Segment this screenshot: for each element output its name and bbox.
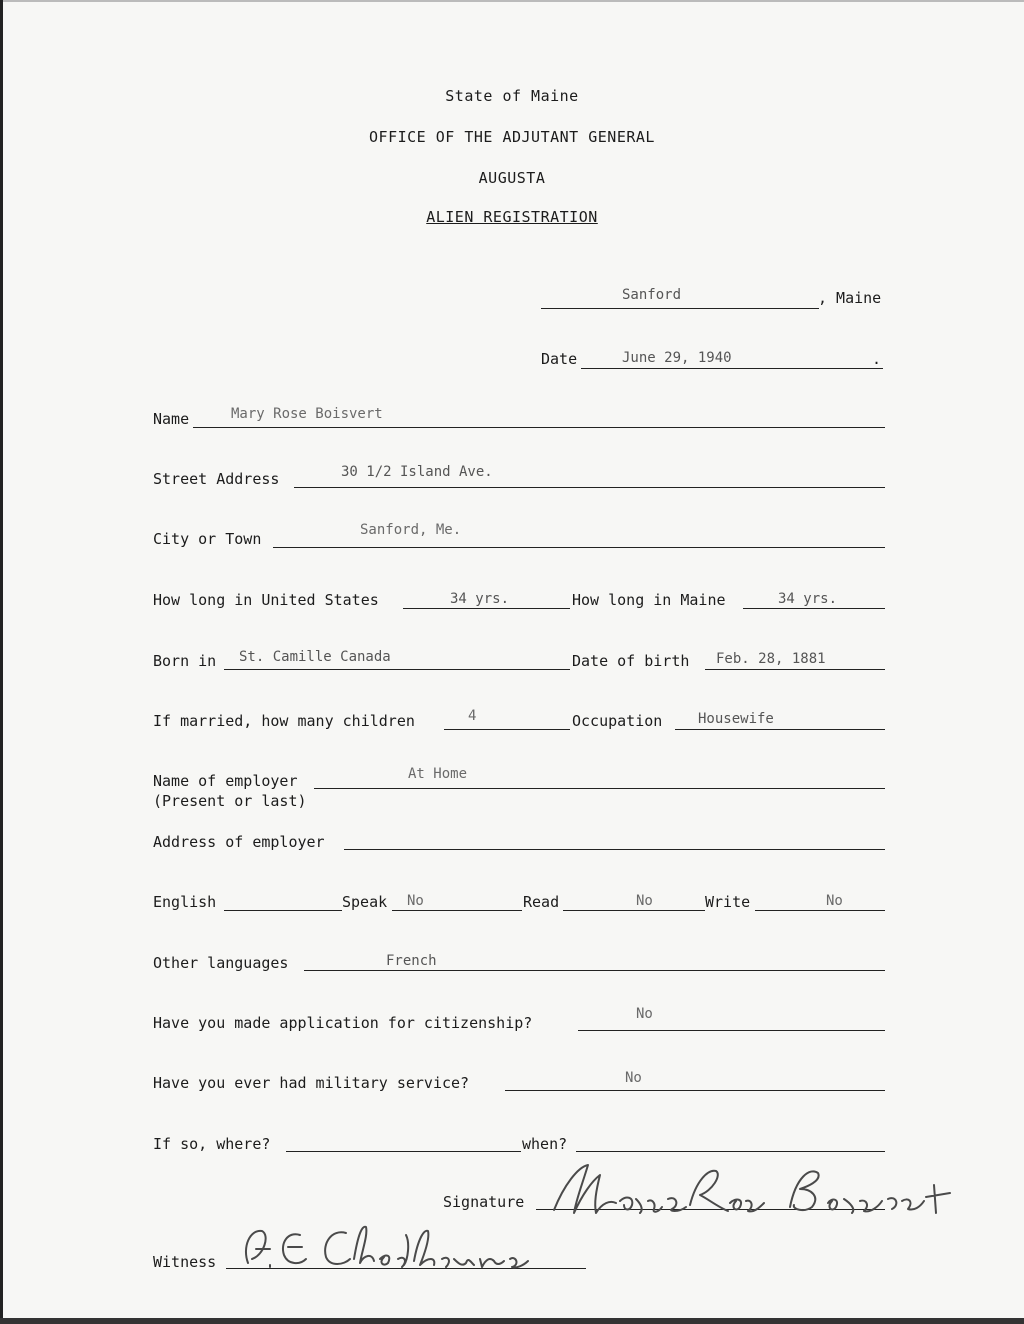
signature-handwriting (540, 1155, 1000, 1230)
employer-name-label: Name of employer (153, 772, 298, 790)
languages-label: Other languages (153, 954, 289, 972)
languages-value: French (386, 953, 437, 969)
date-value: June 29, 1940 (622, 350, 732, 366)
city-line (273, 547, 885, 548)
witness-label: Witness (153, 1253, 217, 1271)
english-label: English (153, 893, 217, 911)
page-top-edge (0, 0, 1024, 2)
when-line (576, 1151, 885, 1152)
when-label: when? (522, 1135, 568, 1153)
citizenship-line (578, 1030, 885, 1031)
employer-name-sub: (Present or last) (153, 792, 307, 810)
date-end: . (872, 350, 882, 368)
street-value: 30 1/2 Island Ave. (341, 464, 493, 480)
location-line (541, 308, 819, 309)
date-line (581, 368, 883, 369)
speak-value: No (407, 893, 424, 909)
read-label: Read (523, 893, 560, 911)
military-label: Have you ever had military service? (153, 1074, 470, 1092)
write-value: No (826, 893, 843, 909)
employer-name-value: At Home (408, 766, 468, 782)
page-left-edge (0, 0, 3, 1324)
date-label: Date (541, 350, 578, 368)
name-value: Mary Rose Boisvert (231, 406, 383, 422)
languages-line (304, 970, 885, 971)
maine-duration-label: How long in Maine (572, 591, 726, 609)
read-value: No (636, 893, 653, 909)
born-line (224, 669, 570, 670)
dob-line (705, 669, 885, 670)
occupation-label: Occupation (572, 712, 663, 730)
employer-address-line (344, 849, 885, 850)
name-label: Name (153, 410, 190, 428)
citizenship-label: Have you made application for citizenship? (153, 1014, 533, 1032)
speak-line (392, 910, 522, 911)
children-value: 4 (468, 708, 477, 724)
city-value: Sanford, Me. (360, 522, 462, 538)
read-line (563, 910, 705, 911)
write-label: Write (705, 893, 751, 911)
born-value: St. Camille Canada (239, 649, 391, 665)
military-line (505, 1090, 885, 1091)
where-label: If so, where? (153, 1135, 271, 1153)
form-title: ALIEN REGISTRATION (426, 208, 598, 226)
occupation-value: Housewife (698, 711, 774, 727)
children-label: If married, how many children (153, 712, 415, 730)
maine-duration-line (743, 608, 885, 609)
employer-name-line (314, 788, 885, 789)
city-label: City or Town (153, 530, 262, 548)
occupation-line (675, 729, 885, 730)
maine-duration-value: 34 yrs. (778, 591, 838, 607)
write-line (755, 910, 885, 911)
dob-value: Feb. 28, 1881 (716, 651, 826, 667)
header-office: OFFICE OF THE ADJUTANT GENERAL (369, 128, 655, 146)
us-duration-line (403, 608, 570, 609)
citizenship-value: No (636, 1006, 653, 1022)
header-state: State of Maine (445, 87, 579, 105)
english-line (224, 910, 342, 911)
born-label: Born in (153, 652, 217, 670)
where-line (286, 1151, 521, 1152)
header-city: AUGUSTA (478, 169, 546, 187)
speak-label: Speak (342, 893, 388, 911)
location-value: Sanford (622, 287, 682, 303)
street-line (294, 487, 885, 488)
us-duration-label: How long in United States (153, 591, 379, 609)
military-value: No (625, 1070, 642, 1086)
dob-label: Date of birth (572, 652, 690, 670)
location-state: , Maine (818, 289, 882, 307)
us-duration-value: 34 yrs. (450, 591, 510, 607)
street-label: Street Address (153, 470, 280, 488)
name-line (193, 427, 885, 428)
signature-label: Signature (443, 1193, 525, 1211)
employer-address-label: Address of employer (153, 833, 325, 851)
children-line (444, 729, 570, 730)
page-bottom-edge (0, 1318, 1024, 1324)
witness-handwriting (228, 1215, 568, 1275)
